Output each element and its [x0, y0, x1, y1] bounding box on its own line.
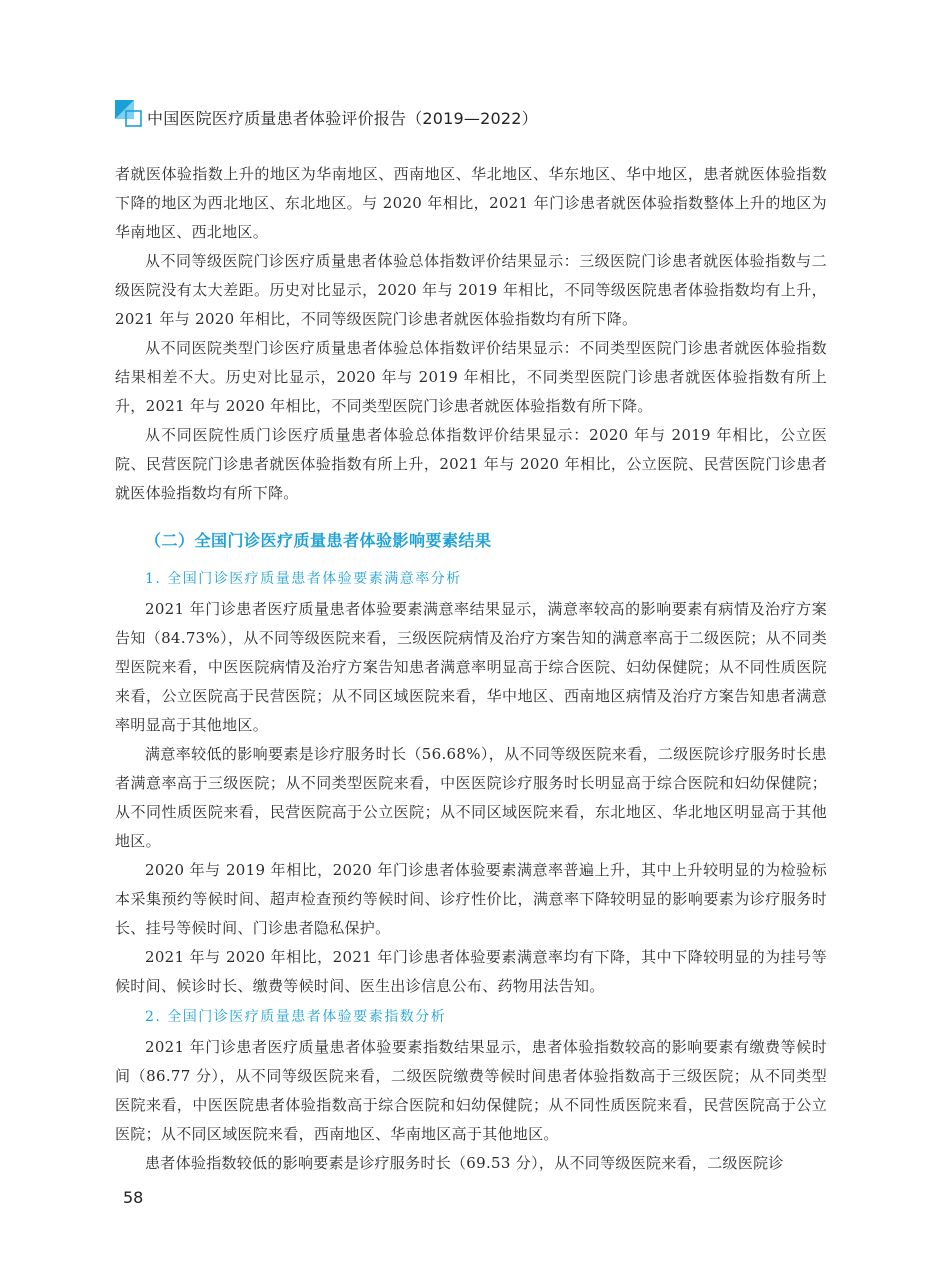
subsection-heading: 2. 全国门诊医疗质量患者体验要素指数分析 — [145, 1009, 447, 1025]
body-paragraph: 2021 年门诊患者医疗质量患者体验要素指数结果显示，患者体验指数较高的影响要素有缴费等候时间（86.77 分），从不同等级医院来看，二级医院缴费等候时间患者体验指数高于三级医院；从不同类型医院来看，中医医院患者体验指数高于综合医院和妇幼保健院；从不同性质医院来看，民营医院高于公立医院；从不同区域医院来看，西南地区、华南地区高于其他地区。 — [115, 1038, 827, 1143]
body-paragraph: 2021 年与 2020 年相比，2021 年门诊患者体验要素满意率均有下降，其中下降较明显的为挂号等候时间、候诊时长、缴费等候时间、医生出诊信息公布、药物用法告知。 — [115, 948, 827, 995]
body-paragraph: 从不同医院性质门诊医疗质量患者体验总体指数评价结果显示：2020 年与 2019 年相比，公立医院、民营医院门诊患者就医体验指数有所上升，2021 年与 2020 年相比，公立医院、民营医院门诊患者就医体验指数均有所下降。 — [115, 426, 827, 502]
page-header — [115, 100, 855, 130]
body-paragraph: 满意率较低的影响要素是诊疗服务时长（56.68%），从不同等级医院来看，二级医院诊疗服务时长患者满意率高于三级医院；从不同类型医院来看，中医医院诊疗服务时长明显高于综合医院和妇幼保健院；从不同性质医院来看，民营医院高于公立医院；从不同区域医院来看，东北地区、华北地区明显高于其他地区。 — [115, 745, 827, 850]
header-title: 中国医院医疗质量患者体验评价报告（2019—2022） — [147, 109, 538, 128]
body-paragraph: 从不同等级医院门诊医疗质量患者体验总体指数评价结果显示：三级医院门诊患者就医体验指数与二级医院没有太大差距。历史对比显示，2020 年与 2019 年相比，不同等级医院患者体验指数均有上升，2021 年与 2020 年相比，不同等级医院门诊患者就医体验指数均有所下降。 — [115, 252, 827, 328]
body-paragraph: 患者体验指数较低的影响要素是诊疗服务时长（69.53 分），从不同等级医院来看，二级医院诊 — [145, 1154, 784, 1172]
body-paragraph: 者就医体验指数上升的地区为华南地区、西南地区、华北地区、华东地区、华中地区，患者就医体验指数下降的地区为西北地区、东北地区。与 2020 年相比，2021 年门诊患者就医体验指数整体上升的地区为华南地区、西北地区。 — [115, 165, 827, 241]
body-paragraph: 2021 年门诊患者医疗质量患者体验要素满意率结果显示，满意率较高的影响要素有病情及治疗方案告知（84.73%），从不同等级医院来看，三级医院病情及治疗方案告知的满意率高于二级医院；从不同类型医院来看，中医医院病情及治疗方案告知患者满意率明显高于综合医院、妇幼保健院；从不同性质医院来看，公立医院高于民营医院；从不同区域医院来看，华中地区、西南地区病情及治疗方案告知患者满意率明显高于其他地区。 — [115, 600, 827, 734]
subsection-heading: 1. 全国门诊医疗质量患者体验要素满意率分析 — [145, 571, 462, 587]
page-number: 58 — [123, 1188, 144, 1207]
page-body — [115, 160, 827, 1178]
report-logo-icon — [115, 100, 143, 128]
body-paragraph: 2020 年与 2019 年相比，2020 年门诊患者体验要素满意率普遍上升，其中上升较明显的为检验标本采集预约等候时间、超声检查预约等候时间、诊疗性价比，满意率下降较明显的影响要素为诊疗服务时长、挂号等候时间、门诊患者隐私保护。 — [115, 861, 827, 937]
body-paragraph: 从不同医院类型门诊医疗质量患者体验总体指数评价结果显示：不同类型医院门诊患者就医体验指数结果相差不大。历史对比显示，2020 年与 2019 年相比，不同类型医院门诊患者就医体验指数有所上升，2021 年与 2020 年相比，不同类型医院门诊患者就医体验指数有所下降。 — [115, 339, 827, 415]
section-heading: （二）全国门诊医疗质量患者体验影响要素结果 — [145, 531, 492, 550]
